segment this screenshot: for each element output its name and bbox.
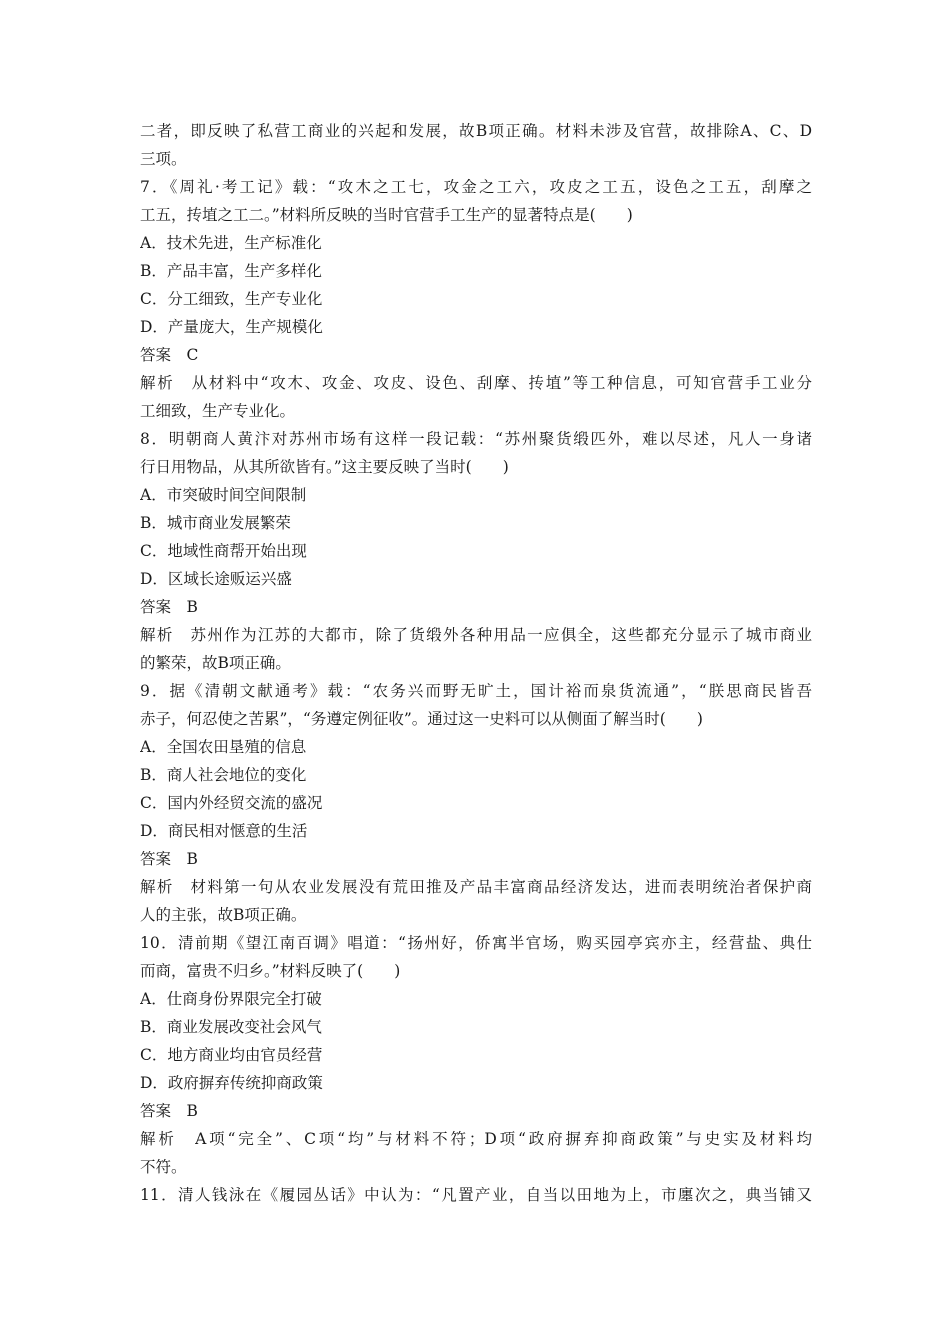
question-9-explanation: 解析 材料第一句从农业发展没有荒田推及产品丰富商品经济发达，进而表明统治者保护商: [140, 878, 812, 896]
text-line: 二者，即反映了私营工商业的兴起和发展，故B项正确。材料未涉及官营，故排除A、C、D: [140, 122, 812, 140]
question-10-option-d: D．政府摒弃传统抑商政策: [140, 1074, 323, 1092]
question-9-option-b: B．商人社会地位的变化: [140, 766, 307, 784]
question-7-option-a: A．技术先进，生产标准化: [140, 234, 322, 252]
question-7-explanation: 工细致，生产专业化。: [140, 402, 296, 420]
question-7-option-c: C．分工细致，生产专业化: [140, 290, 323, 308]
question-8-option-d: D．区域长途贩运兴盛: [140, 570, 292, 588]
question-8-option-a: A．市突破时间空间限制: [140, 486, 307, 504]
question-10-answer: 答案 B: [140, 1102, 198, 1120]
text-line: 三项。: [140, 150, 187, 168]
question-7-stem: 7．《周礼·考工记》载：“攻木之工七，攻金之工六，攻皮之工五，设色之工五，刮摩之: [140, 178, 812, 196]
question-7-answer: 答案 C: [140, 346, 199, 364]
question-8-option-c: C．地域性商帮开始出现: [140, 542, 307, 560]
question-8-stem: 8．明朝商人黄汴对苏州市场有这样一段记载：“苏州聚货缎匹外，难以尽述，凡人一身诸: [140, 430, 812, 448]
question-9-stem: 9．据《清朝文献通考》载：“农务兴而野无旷土，国计裕而泉货流通”，“朕思商民皆吾: [140, 682, 812, 700]
question-9-answer: 答案 B: [140, 850, 198, 868]
question-9-stem: 赤子，何忍使之苦累”，“务遵定例征收”。通过这一史料可以从侧面了解当时( ): [140, 710, 703, 728]
question-7-option-b: B．产品丰富，生产多样化: [140, 262, 322, 280]
question-7-option-d: D．产量庞大，生产规模化: [140, 318, 323, 336]
question-10-stem: 10．清前期《望江南百调》唱道：“扬州好，侨寓半官场，购买园亭宾亦主，经营盐、典仕: [140, 934, 812, 952]
question-10-option-c: C．地方商业均由官员经营: [140, 1046, 323, 1064]
question-9-option-a: A．全国农田垦殖的信息: [140, 738, 307, 756]
question-9-option-d: D．商民相对惬意的生活: [140, 822, 308, 840]
question-10-option-b: B．商业发展改变社会风气: [140, 1018, 322, 1036]
question-10-explanation: 解析 A项“完全”、C项“均”与材料不符；D项“政府摒弃抑商政策”与史实及材料均: [140, 1130, 812, 1148]
question-10-option-a: A．仕商身份界限完全打破: [140, 990, 322, 1008]
question-9-explanation: 人的主张，故B项正确。: [140, 906, 307, 924]
question-8-answer: 答案 B: [140, 598, 198, 616]
question-10-stem: 而商，富贵不归乡。”材料反映了( ): [140, 962, 401, 980]
question-8-explanation: 解析 苏州作为江苏的大都市，除了货缎外各种用品一应俱全，这些都充分显示了城市商业: [140, 626, 812, 644]
question-8-stem: 行日用物品，从其所欲皆有。”这主要反映了当时( ): [140, 458, 509, 476]
question-9-option-c: C．国内外经贸交流的盛况: [140, 794, 323, 812]
question-11-stem: 11．清人钱泳在《履园丛话》中认为：“凡置产业，自当以田地为上，市廛次之，典当铺又: [140, 1186, 812, 1204]
document-body: [140, 117, 812, 1209]
question-7-stem: 工五，抟埴之工二。”材料所反映的当时官营手工生产的显著特点是( ): [140, 206, 633, 224]
question-7-explanation: 解析 从材料中“攻木、攻金、攻皮、设色、刮摩、抟埴”等工种信息，可知官营手工业分: [140, 374, 812, 392]
question-10-explanation: 不符。: [140, 1158, 187, 1176]
question-8-explanation: 的繁荣，故B项正确。: [140, 654, 291, 672]
question-8-option-b: B．城市商业发展繁荣: [140, 514, 291, 532]
